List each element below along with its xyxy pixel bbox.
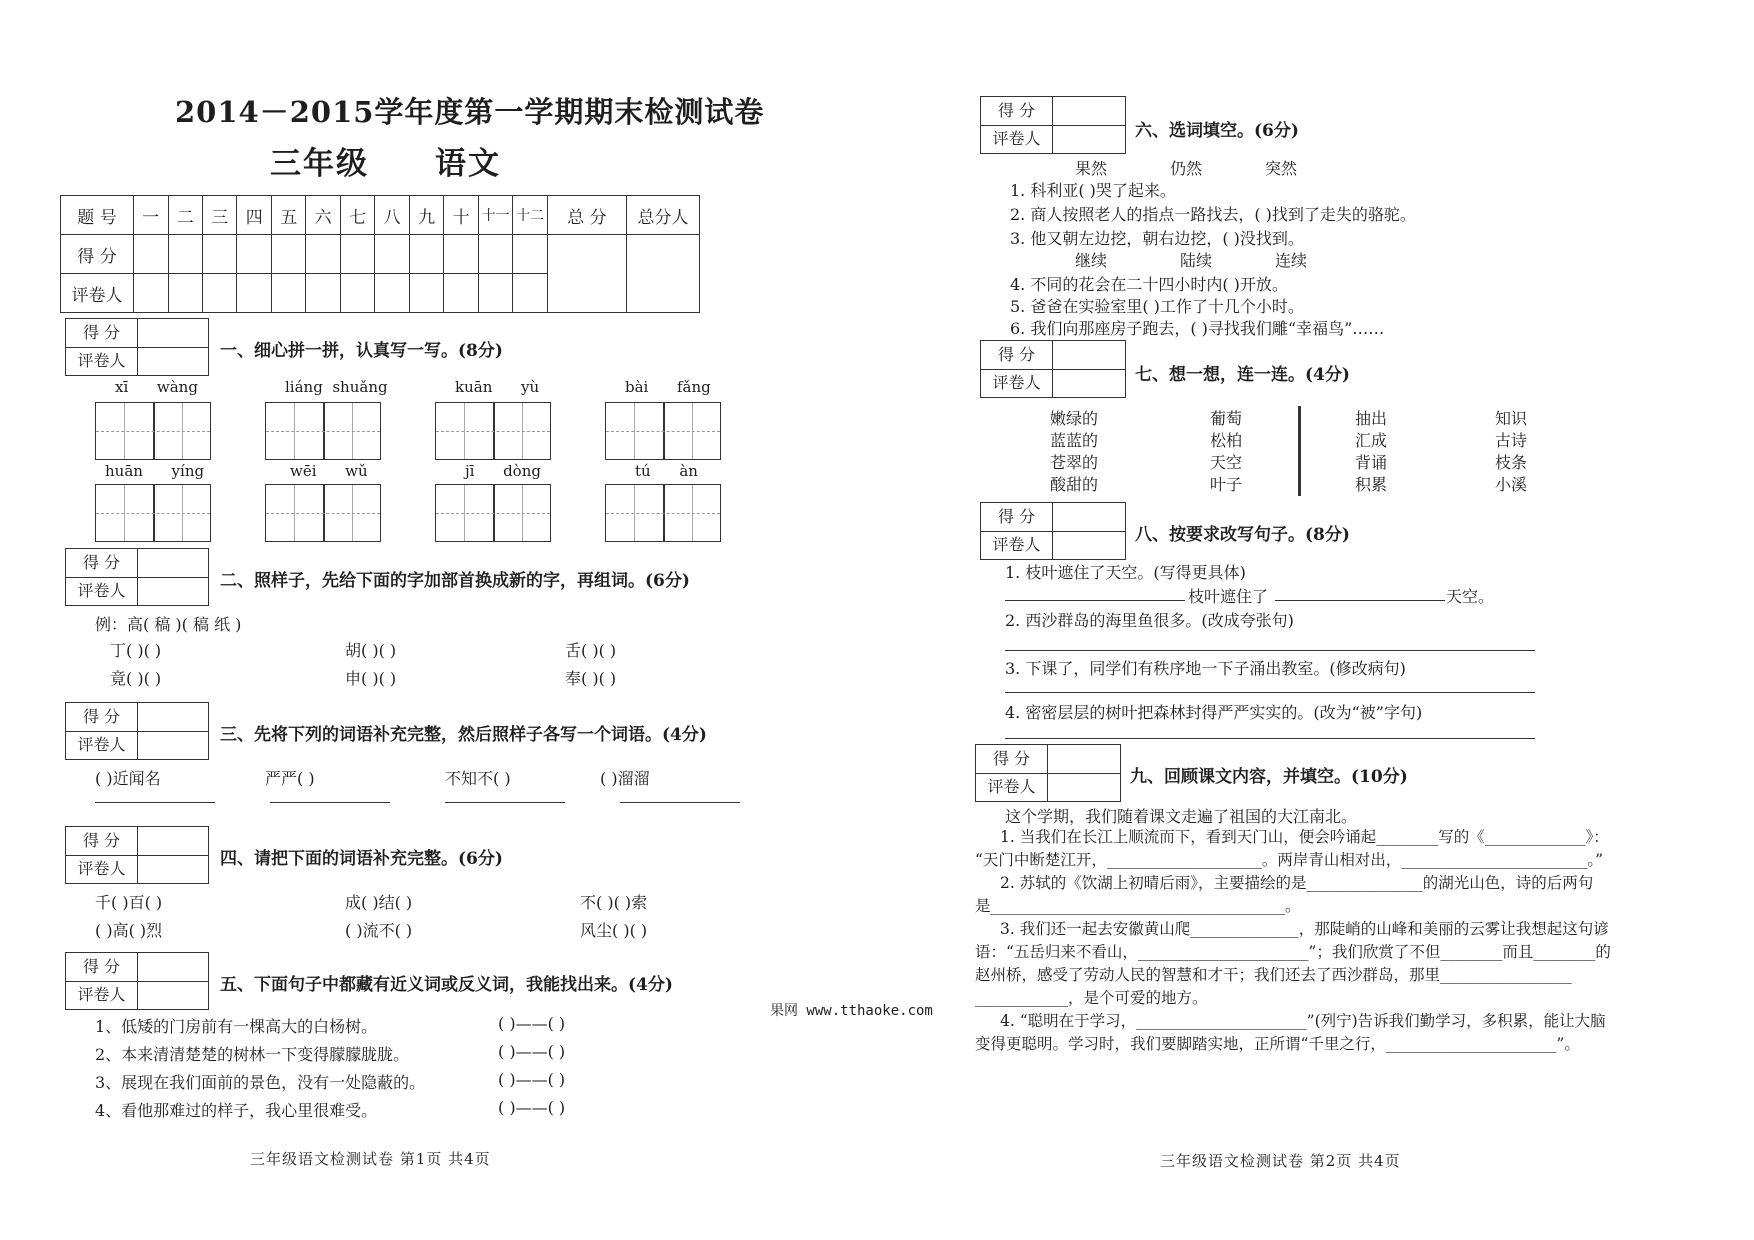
match-item[interactable]: 汇成	[1355, 431, 1388, 450]
review-line[interactable]: 变得更聪明。学习时，我们要脚踏实地，正所谓“千里之行，______________________”。	[975, 1035, 1580, 1053]
match-item[interactable]: 小溪	[1495, 475, 1528, 494]
word-choice: 陆续	[1180, 251, 1213, 270]
section-9-title: 九、回顾课文内容，并填空。(10分)	[1130, 767, 1408, 787]
score-box: 得 分 评卷人	[65, 548, 209, 606]
writing-grid[interactable]	[265, 484, 381, 542]
review-line[interactable]: ____________，是个可爱的地方。	[975, 989, 1208, 1007]
match-item[interactable]: 抽出	[1355, 409, 1388, 428]
answer-line[interactable]	[95, 802, 215, 803]
grade-label: 三年级	[270, 146, 369, 182]
match-item[interactable]: 知识	[1495, 409, 1528, 428]
word-choice: 仍然	[1170, 159, 1203, 178]
section-7-title: 七、想一想，连一连。(4分)	[1135, 365, 1350, 385]
match-column-3	[1355, 408, 1387, 496]
match-item[interactable]: 松柏	[1210, 431, 1243, 450]
question: 1. 枝叶遮住了天空。(写得更具体)	[1005, 563, 1246, 582]
writing-grid[interactable]	[605, 484, 721, 542]
fill-item[interactable]: 申( )( )	[345, 669, 397, 688]
score-box: 得 分 评卷人	[980, 96, 1126, 154]
match-item[interactable]: 叶子	[1210, 475, 1243, 494]
match-item[interactable]: 葡萄	[1210, 409, 1243, 428]
page-footer: 三年级语文检测试卷 第2页 共4页	[1160, 1152, 1401, 1170]
score-summary-table	[60, 195, 700, 313]
header-cell: 十一	[478, 196, 512, 235]
writing-grid[interactable]	[605, 402, 721, 460]
section-4-title: 四、请把下面的词语补充完整。(6分)	[220, 849, 503, 869]
fill-item[interactable]: ( )流不( )	[345, 921, 413, 940]
pinyin: kuān yù	[455, 378, 540, 396]
score-box: 得 分 评卷人	[975, 744, 1121, 802]
pinyin: huān yíng	[105, 462, 205, 480]
fill-item[interactable]: ( )溜溜	[600, 769, 650, 788]
section-5-title: 五、下面句子中都藏有近义词或反义词，我能找出来。(4分)	[220, 975, 673, 995]
match-item[interactable]: 古诗	[1495, 431, 1528, 450]
review-text	[975, 826, 1611, 1056]
match-item[interactable]: 酸甜的	[1050, 475, 1099, 494]
row-label: 评卷人	[61, 274, 134, 313]
review-line[interactable]: 赵州桥，感受了劳动人民的智慧和才干；我们还去了西沙群岛，那里_________________	[975, 966, 1572, 984]
table-row	[61, 196, 700, 235]
match-column-2	[1210, 408, 1242, 496]
review-line[interactable]: 2. 苏轼的《饮湖上初晴后雨》，主要描绘的是_______________的湖光山色，诗的后两句	[1000, 874, 1594, 892]
header-cell: 三	[202, 196, 236, 235]
review-line[interactable]: 是______________________________________。	[975, 897, 1301, 915]
fill-item[interactable]: 3. 他又朝左边挖，朝右边挖，( )没找到。	[1010, 229, 1304, 248]
question: 4. 密密层层的树叶把森林封得严严实实的。(改为“被”字句)	[1005, 703, 1423, 722]
fill-item[interactable]: 成( )结( )	[345, 893, 413, 912]
match-item[interactable]: 苍翠的	[1050, 453, 1099, 472]
table-row	[61, 235, 700, 274]
score-box: 得 分 评卷人	[65, 702, 209, 760]
review-line[interactable]: 语：“五岳归来不看山，______________________”；我们欣赏了不但________而且________的	[975, 943, 1611, 961]
match-item[interactable]: 嫩绿的	[1050, 409, 1099, 428]
section-2-title: 二、照样子，先给下面的字加部首换成新的字，再组词。(6分)	[220, 571, 690, 591]
writing-grid[interactable]	[95, 484, 211, 542]
section-8-title: 八、按要求改写句子。(8分)	[1135, 525, 1350, 545]
answer-line[interactable]	[270, 802, 390, 803]
score-box: 得 分 评卷人	[65, 318, 209, 376]
header-cell: 四	[237, 196, 271, 235]
match-item[interactable]: 枝条	[1495, 453, 1528, 472]
writing-grid[interactable]	[435, 402, 551, 460]
fill-item[interactable]: 1. 科利亚( )哭了起来。	[1010, 181, 1176, 200]
review-line[interactable]: 1. 当我们在长江上顺流而下，看到天门山，便会吟诵起________写的《_____________》：	[1000, 828, 1609, 846]
fill-item[interactable]: 2. 商人按照老人的指点一路找去，( )找到了走失的骆驼。	[1010, 205, 1416, 224]
question-mid: 枝叶遮住了	[1188, 587, 1269, 606]
answer-line[interactable]	[1005, 650, 1535, 651]
word-choice: 连续	[1275, 251, 1308, 270]
sentence: 2、本来清清楚楚的树林一下变得朦朦胧胧。	[95, 1045, 410, 1064]
fill-item[interactable]: 6. 我们向那座房子跑去，( )寻找我们雕“幸福鸟”……	[1010, 319, 1385, 338]
section-6-title: 六、选词填空。(6分)	[1135, 121, 1299, 141]
watermark-text: 果网 www.tthaoke.com	[770, 1003, 933, 1019]
match-item[interactable]: 积累	[1355, 475, 1388, 494]
subject-label: 语文	[435, 146, 501, 182]
header-cell: 五	[271, 196, 305, 235]
header-cell: 十二	[513, 196, 547, 235]
answer-blank[interactable]: ( )——( )	[498, 1014, 566, 1033]
fill-item[interactable]: 丁( )( )	[110, 641, 162, 660]
row-label: 得 分	[61, 235, 134, 274]
fill-item[interactable]: 竟( )( )	[110, 669, 162, 688]
word-choice: 继续	[1075, 251, 1108, 270]
header-cell: 总 分	[547, 196, 626, 235]
header-cell: 二	[168, 196, 202, 235]
sentence: 3、展现在我们面前的景色，没有一处隐蔽的。	[95, 1073, 426, 1092]
header-cell: 七	[340, 196, 374, 235]
fill-item[interactable]: 5. 爸爸在实验室里( )工作了十几个小时。	[1010, 297, 1304, 316]
match-column-1	[1050, 408, 1098, 496]
question: 3. 下课了，同学们有秩序地一下子涌出教室。(修改病句)	[1005, 659, 1406, 678]
score-box: 得 分 评卷人	[65, 826, 209, 884]
answer-line[interactable]	[620, 802, 740, 803]
writing-grid[interactable]	[95, 402, 211, 460]
page-footer: 三年级语文检测试卷 第1页 共4页	[250, 1150, 491, 1168]
fill-item[interactable]: 风尘( )( )	[580, 921, 648, 940]
fill-item[interactable]: ( )高( )烈	[95, 921, 163, 940]
fill-item[interactable]: 胡( )( )	[345, 641, 397, 660]
writing-grid[interactable]	[265, 402, 381, 460]
exam-page-2	[975, 90, 1700, 1220]
pinyin: liáng shuǎng	[285, 378, 388, 396]
match-item[interactable]: 背诵	[1355, 453, 1388, 472]
pinyin: xī wàng	[115, 378, 198, 396]
header-cell: 十	[444, 196, 478, 235]
pinyin: wēi wǔ	[290, 462, 368, 480]
match-item[interactable]: 蓝蓝的	[1050, 431, 1099, 450]
answer-blank[interactable]: ( )——( )	[498, 1070, 566, 1089]
fill-item[interactable]: 4. 不同的花会在二十四小时内( )开放。	[1010, 275, 1288, 294]
pinyin: jī dòng	[465, 462, 541, 480]
pinyin: tú àn	[635, 462, 698, 480]
divider	[1298, 406, 1301, 496]
word-choice: 果然	[1075, 159, 1108, 178]
writing-grid[interactable]	[435, 484, 551, 542]
answer-line[interactable]	[445, 802, 565, 803]
example-text: 例：高( 稿 )( 稿 纸 )	[95, 615, 242, 634]
header-cell: 一	[134, 196, 168, 235]
score-box: 得 分 评卷人	[65, 952, 209, 1010]
fill-item[interactable]: 严严( )	[265, 769, 315, 788]
score-box: 得 分 评卷人	[980, 340, 1126, 398]
match-column-4	[1495, 408, 1527, 496]
question-end: 天空。	[1446, 587, 1495, 606]
pinyin: bài fǎng	[625, 378, 711, 396]
fill-item[interactable]: ( )近闻名	[95, 769, 161, 788]
fill-item[interactable]: 不( )( )索	[580, 893, 648, 912]
sentence: 4、看他那难过的样子，我心里很难受。	[95, 1101, 378, 1120]
answer-line[interactable]	[1005, 692, 1535, 693]
fill-item[interactable]: 奉( )( )	[565, 669, 617, 688]
fill-item[interactable]: 千( )百( )	[95, 893, 163, 912]
question: 2. 西沙群岛的海里鱼很多。(改成夸张句)	[1005, 611, 1294, 630]
fill-item[interactable]: 不知不( )	[445, 769, 511, 788]
review-line[interactable]: 3. 我们还一起去安徽黄山爬______________，那陡峭的山峰和美丽的云雾让我想起这句谚	[1000, 920, 1609, 938]
header-cell: 九	[409, 196, 443, 235]
answer-blank[interactable]: ( )——( )	[498, 1042, 566, 1061]
fill-item[interactable]: 舌( )( )	[565, 641, 617, 660]
word-choice: 突然	[1265, 159, 1298, 178]
header-cell: 八	[375, 196, 409, 235]
header-cell: 总分人	[626, 196, 699, 235]
exam-page-1	[60, 90, 790, 1220]
review-line[interactable]: 4. “聪明在于学习，______________________”(列宁)告诉我们勤学习，多积累，能让大脑	[1000, 1012, 1606, 1030]
section-1-title: 一、细心拼一拼，认真写一写。(8分)	[220, 341, 503, 361]
review-line[interactable]: “天门中断楚江开，____________________。两岸青山相对出，________________________。”	[975, 851, 1604, 869]
header-cell: 题 号	[61, 196, 134, 235]
sentence: 1、低矮的门房前有一棵高大的白杨树。	[95, 1017, 378, 1036]
match-item[interactable]: 天空	[1210, 453, 1243, 472]
score-box: 得 分 评卷人	[980, 502, 1126, 560]
section-3-title: 三、先将下列的词语补充完整，然后照样子各写一个词语。(4分)	[220, 725, 707, 745]
answer-blank[interactable]: ( )——( )	[498, 1098, 566, 1117]
answer-line[interactable]	[1275, 600, 1445, 601]
intro-text: 这个学期，我们随着课文走遍了祖国的大江南北。	[1005, 807, 1358, 826]
answer-line[interactable]	[1005, 600, 1185, 601]
exam-subtitle	[270, 138, 501, 183]
answer-line[interactable]	[1005, 738, 1535, 739]
header-cell: 六	[306, 196, 340, 235]
exam-title: 2014－2015学年度第一学期期末检测试卷	[175, 95, 765, 129]
